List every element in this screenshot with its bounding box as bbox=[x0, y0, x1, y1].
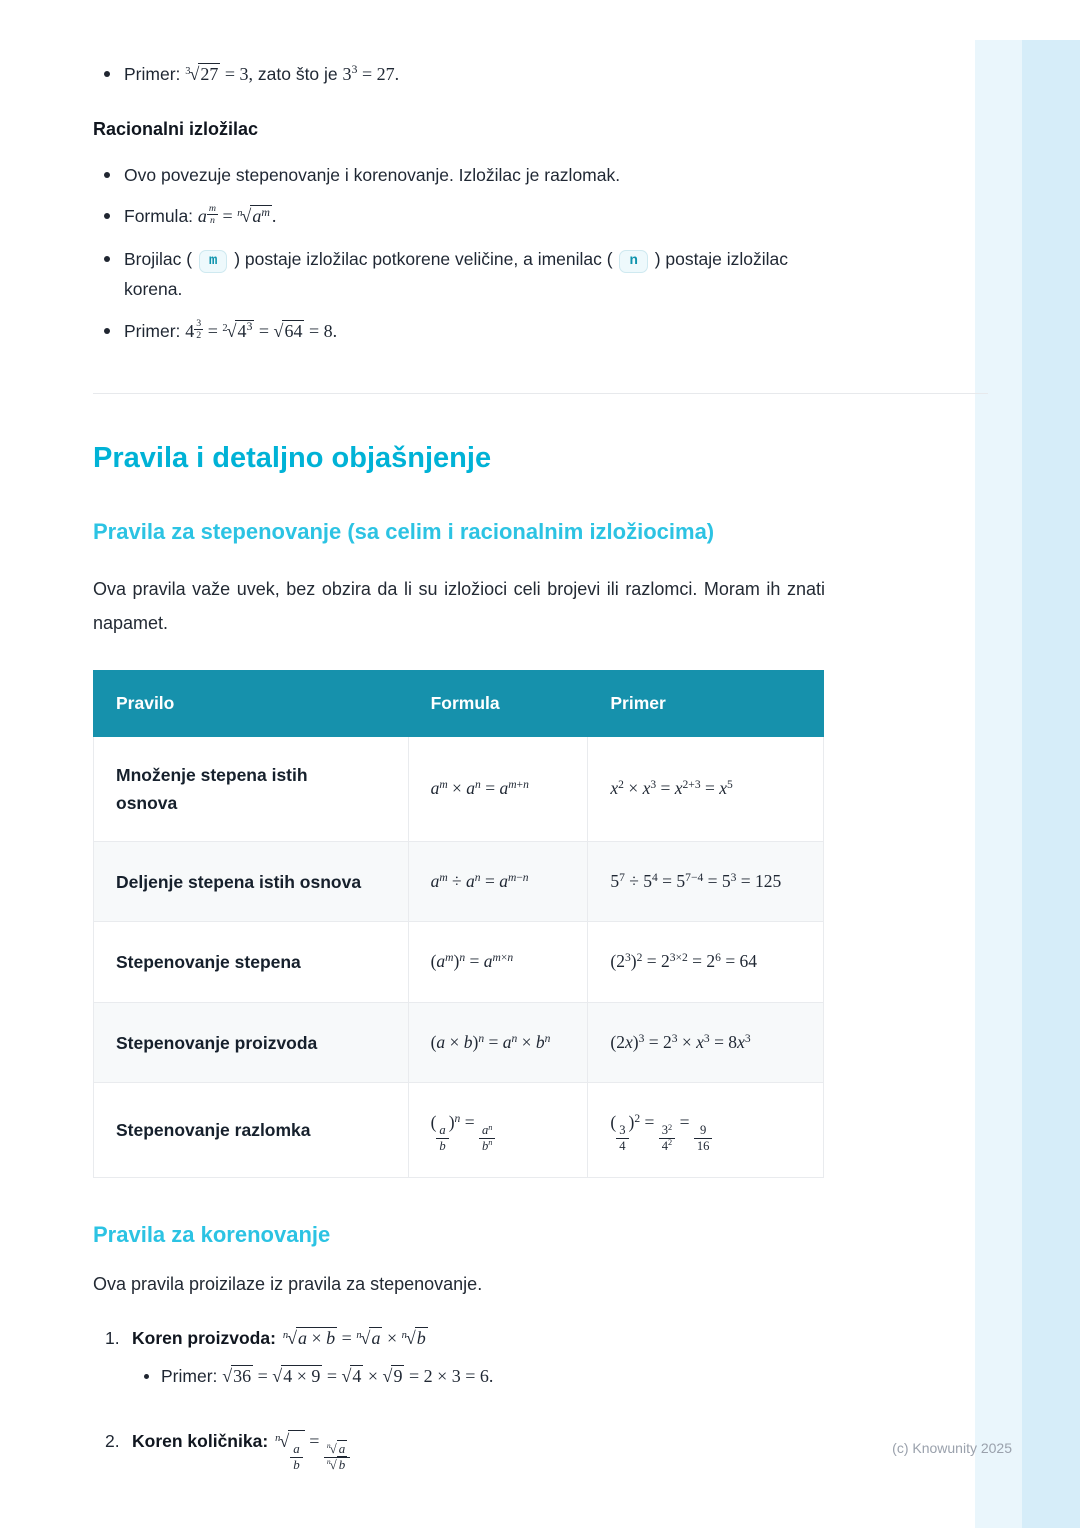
rule-cell: Množenje stepena istih osnova bbox=[94, 736, 409, 841]
bullet-item bbox=[93, 244, 825, 305]
section-divider bbox=[93, 393, 988, 394]
bullet-item bbox=[93, 59, 825, 91]
intro-bullet-list bbox=[93, 59, 825, 91]
bullet-item bbox=[93, 160, 825, 191]
item-body bbox=[132, 1323, 825, 1406]
roots-paragraph: Ova pravila proizilaze iz pravila za stepenovanje. bbox=[93, 1274, 483, 1295]
roots-subtitle: Pravila za korenovanje bbox=[93, 1222, 331, 1248]
roots-ordered-list bbox=[93, 1323, 825, 1473]
rule-cell: Stepenovanje stepena bbox=[94, 922, 409, 1003]
rational-bullet-list bbox=[93, 160, 825, 348]
bullet-icon bbox=[104, 213, 110, 219]
item-math: $^n$√ $\frac{a}{b}$ = $\frac{^n√ a}{^n√ b}$ bbox=[275, 1431, 350, 1451]
bullet-icon bbox=[104, 256, 110, 262]
item-math: $^n$√a × b = $^n$√a × $^n$√b bbox=[282, 1328, 426, 1349]
bullet-icon bbox=[104, 328, 110, 334]
bullet-text: Primer: 4 $^{\frac{3}{2}}$ = $^2√4^3 = √64 = 8$. bbox=[124, 317, 338, 341]
ordered-item bbox=[105, 1323, 825, 1406]
bullet-text: Brojilac ( m ) postaje izložilac potkorene veličine, a imenilac ( n ) postaje izložilac korena. bbox=[124, 248, 788, 300]
primer-cell: $(2^3)^2 = 2^{3\times 2} = 2^6 = 64$ bbox=[588, 922, 824, 1003]
table-header-pravilo: Pravilo bbox=[94, 670, 409, 736]
bullet-item bbox=[93, 201, 825, 233]
item-body bbox=[132, 1426, 825, 1473]
table-row bbox=[94, 736, 824, 841]
bullet-text: Formula: a $^{\frac{m}{n}}$ = $^n√a^m$ . bbox=[124, 202, 277, 227]
table-header-row bbox=[94, 670, 824, 736]
rule-cell: Stepenovanje razlomka bbox=[94, 1083, 409, 1178]
bullet-item bbox=[93, 316, 825, 348]
formula-cell: $a^m \times a^n = a^{m+n}$ bbox=[408, 736, 588, 841]
formula-cell: $(a^m)^n = a^{m\times n}$ bbox=[408, 922, 588, 1003]
table-header-primer: Primer bbox=[588, 670, 824, 736]
table-row bbox=[94, 1083, 824, 1178]
formula-cell: $(a \times b)^n = a^n \times b^n$ bbox=[408, 1002, 588, 1083]
bullet-icon bbox=[104, 172, 110, 178]
document-content bbox=[93, 0, 825, 1493]
bullet-text: Primer: $^3$√27 = 3, zato što je $3^3 = 27$. bbox=[124, 62, 400, 84]
rule-cell: Stepenovanje proizvoda bbox=[94, 1002, 409, 1083]
rule-cell: Deljenje stepena istih osnova bbox=[94, 841, 409, 922]
formula-cell: ( $\frac{a}{b}$ )$^n$ = $\frac{a^n}{b^n}$ bbox=[408, 1083, 588, 1178]
rules-title: Pravila i detaljno objašnjenje bbox=[93, 442, 492, 475]
powers-subtitle: Pravila za stepenovanje (sa celim i racionalnim izložiocima) bbox=[93, 519, 715, 545]
table-header-formula: Formula bbox=[408, 670, 588, 736]
item-label: Koren proizvoda: bbox=[132, 1328, 276, 1349]
nested-bullet bbox=[144, 1361, 825, 1393]
bullet-icon bbox=[104, 71, 110, 77]
item-number: 2. bbox=[105, 1431, 120, 1452]
footer-copyright: (c) Knowunity 2025 bbox=[892, 1440, 1012, 1456]
powers-intro-paragraph: Ova pravila važe uvek, bez obzira da li su izložioci celi brojevi ili razlomci. Moram ih znati napamet. bbox=[93, 579, 825, 633]
item-label: Koren količnika: bbox=[132, 1431, 269, 1452]
primer-cell: $5^7 \div 5^4 = 5^{7-4} = 5^3 = 125$ bbox=[588, 841, 824, 922]
ordered-item bbox=[105, 1426, 825, 1473]
table-row bbox=[94, 1002, 824, 1083]
bullet-text: Ovo povezuje stepenovanje i korenovanje. Izložilac je razlomak. bbox=[124, 164, 621, 185]
rules-table bbox=[93, 670, 824, 1178]
primer-cell: ( $\frac{3}{4}$ )$^2$ = $\frac{3^2}{4^2}$ = $\frac{9}{16}$ bbox=[588, 1083, 824, 1178]
nested-bullet-text: Primer: √36 = √4 × 9 = √4 × √9 = 2 × 3 = 6. bbox=[161, 1365, 494, 1386]
item-number: 1. bbox=[105, 1328, 120, 1349]
rational-exponent-heading: Racionalni izložilac bbox=[93, 118, 259, 139]
primer-cell: $x^2 \times x^3 = x^{2+3} = x^5$ bbox=[588, 736, 824, 841]
right-stripe bbox=[975, 40, 1080, 1528]
formula-cell: $a^m \div a^n = a^{m-n}$ bbox=[408, 841, 588, 922]
primer-cell: $(2x)^3 = 2^3 \times x^3 = 8x^3$ bbox=[588, 1002, 824, 1083]
table-row bbox=[94, 841, 824, 922]
table-row bbox=[94, 922, 824, 1003]
bullet-icon bbox=[144, 1374, 149, 1379]
